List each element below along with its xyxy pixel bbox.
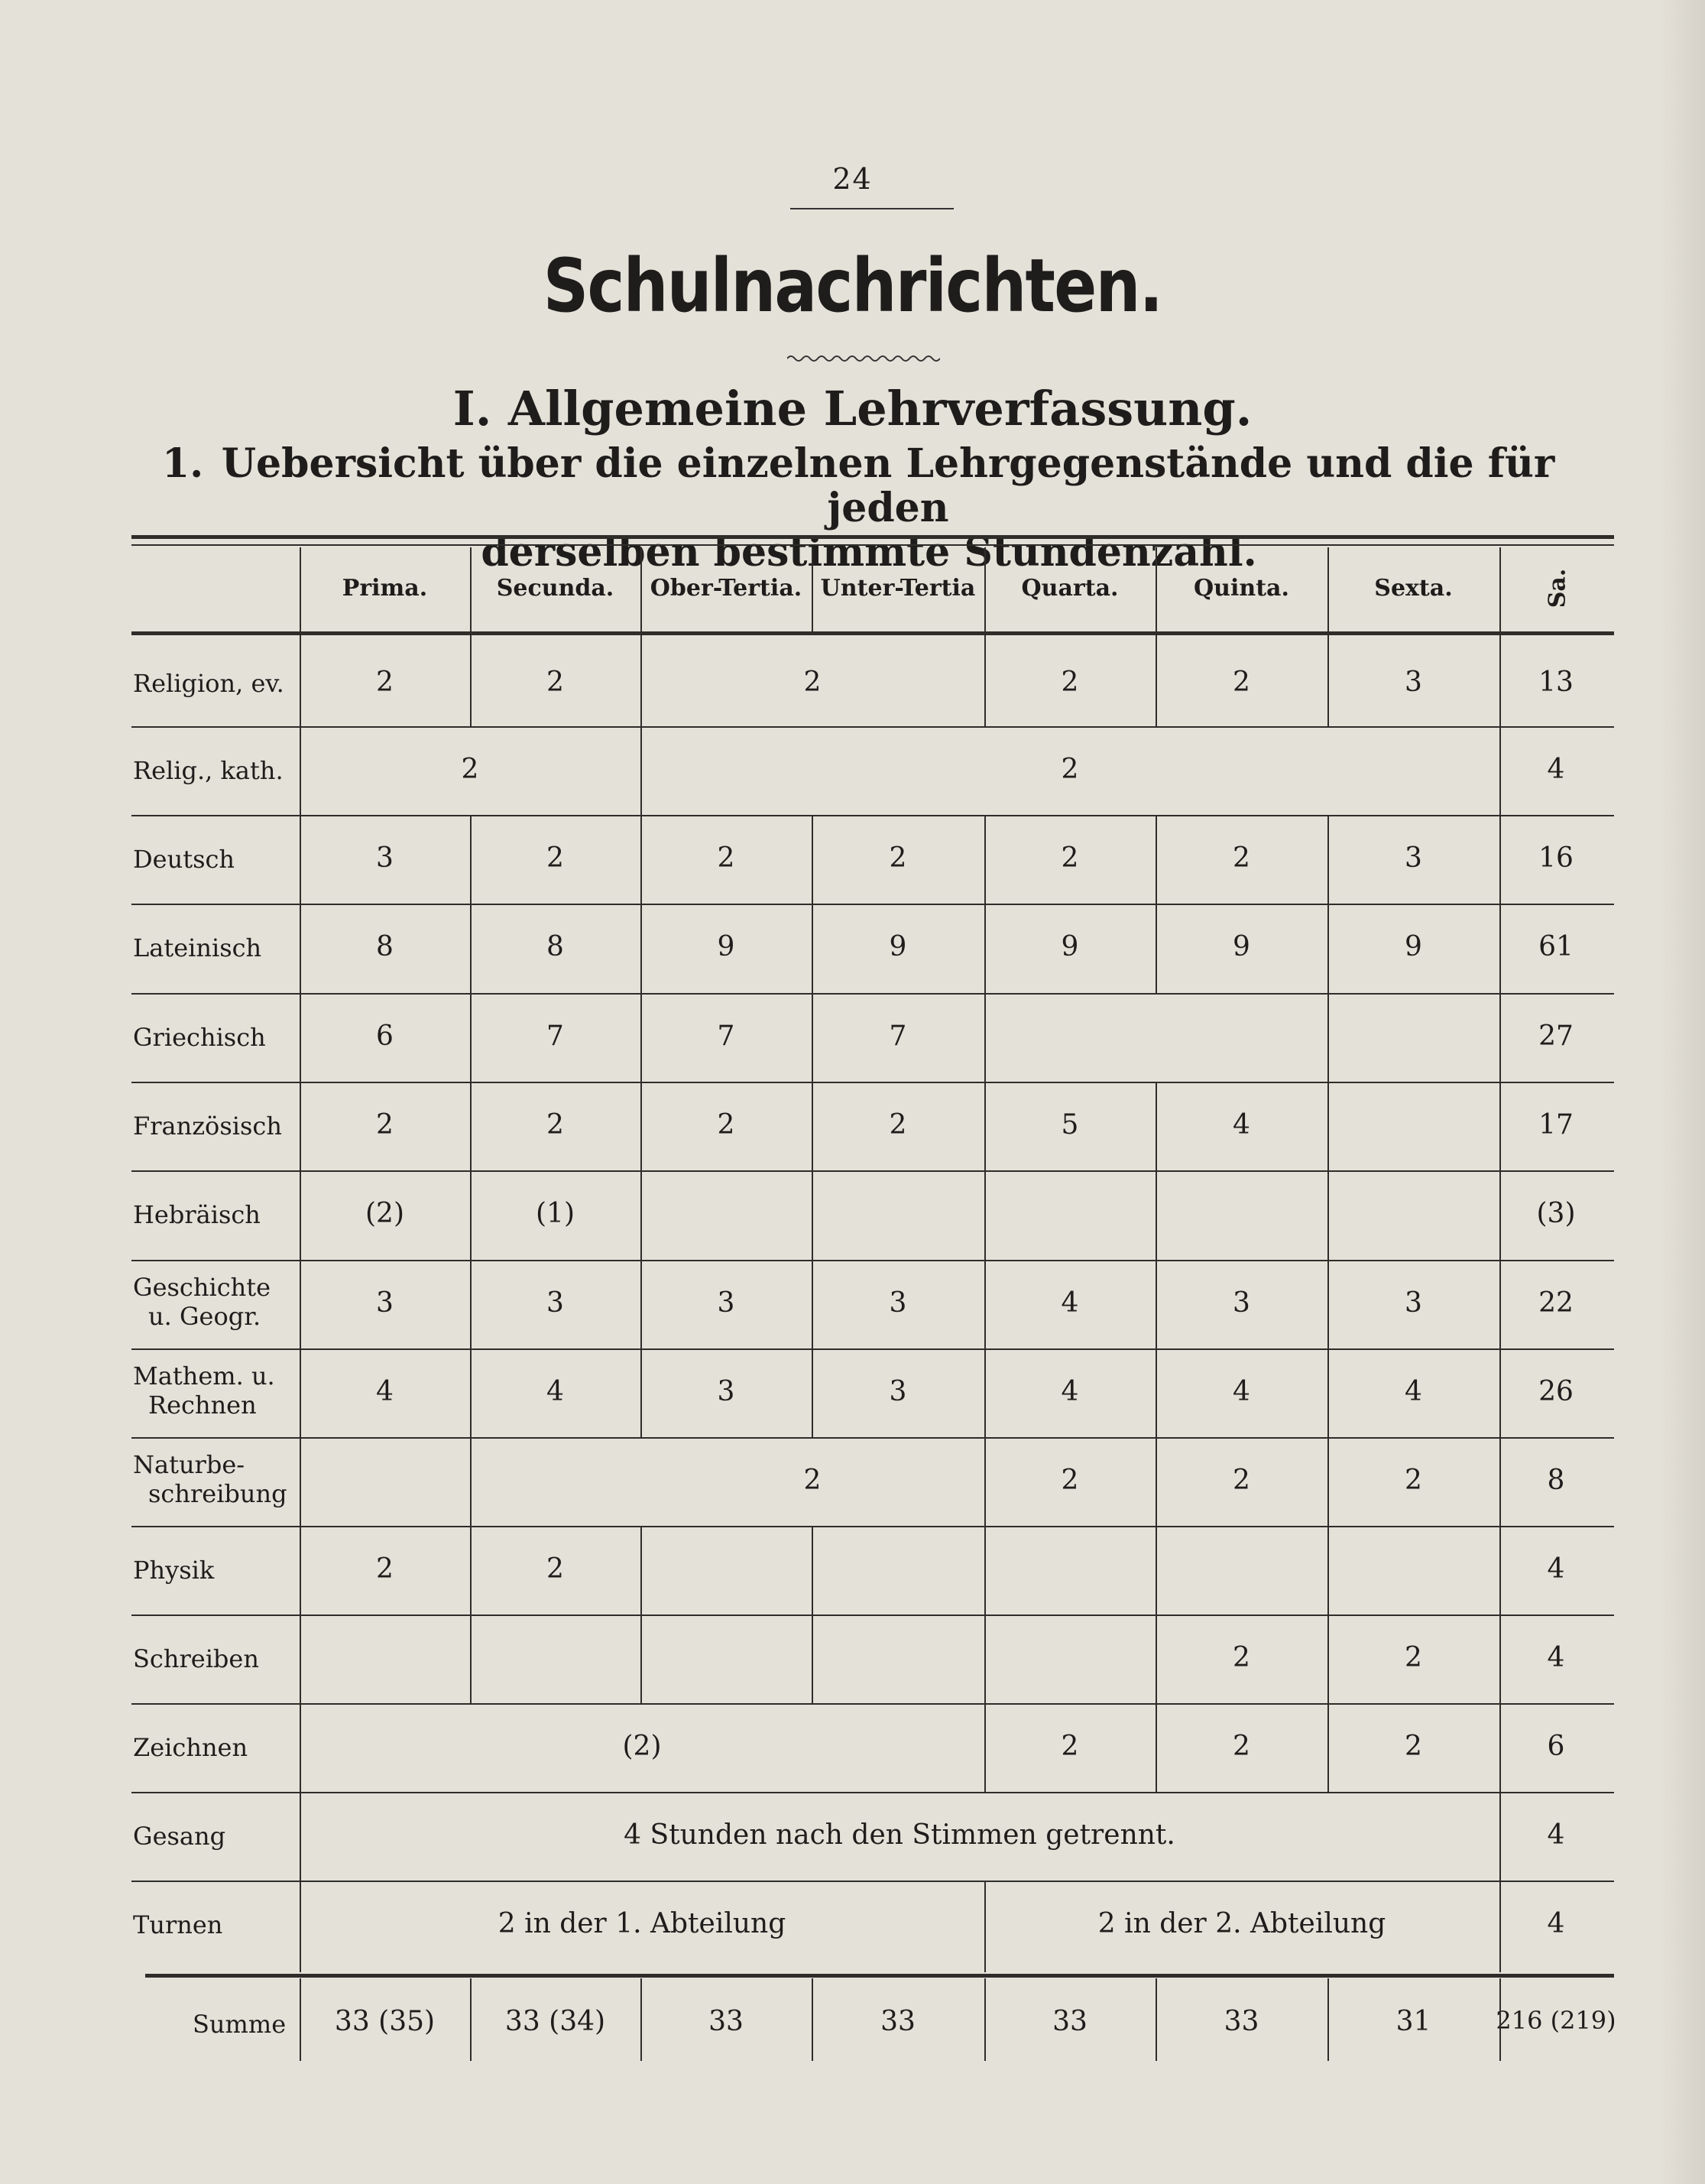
table-cell: 61 (1538, 931, 1574, 962)
table-column-rule (984, 634, 986, 726)
table-column-rule (1156, 815, 1157, 993)
table-cell: 2 (803, 1465, 822, 1496)
table-cell: 3 (546, 1287, 564, 1319)
row-rule (131, 1260, 1614, 1261)
table-cell: 3 (889, 1376, 907, 1407)
table-cell: 3 (1405, 667, 1422, 698)
row-label: Gesang (133, 1822, 226, 1851)
table-cell: 4 (1547, 1819, 1565, 1851)
summe-cell: 33 (1052, 2006, 1088, 2037)
row-rule (131, 904, 1614, 905)
summe-column-rule (1156, 1978, 1157, 2061)
table-cell: 2 (546, 1553, 564, 1585)
section-title: I. Allgemeine Lehrverfassung. (452, 381, 1253, 436)
summe-cell: 33 (708, 2006, 744, 2037)
table-cell: 4 (376, 1376, 394, 1407)
row-rule (131, 1614, 1614, 1616)
row-label-line1: Naturbe- (133, 1450, 245, 1479)
page-edge-shadow (1659, 0, 1705, 2184)
table-cell: 6 (376, 1021, 394, 1052)
column-header: Prima. (342, 575, 428, 602)
table-cell: 2 (889, 842, 907, 874)
row-label: Deutsch (133, 845, 235, 874)
table-cell: 9 (1061, 931, 1079, 962)
row-label: Lateinisch (133, 933, 262, 962)
summe-column-rule (1327, 1978, 1329, 2061)
summe-cell: 216 (219) (1496, 2006, 1616, 2035)
table-cell: 2 (546, 842, 564, 874)
table-column-rule (812, 1526, 813, 1703)
table-cell: (2) (622, 1731, 662, 1762)
row-label-line1: Geschichte (133, 1273, 271, 1302)
table-cell: 4 Stunden nach den Stimmen getrennt. (624, 1819, 1175, 1851)
page-number-rule (790, 208, 954, 209)
table-cell: 3 (376, 1287, 394, 1319)
table-cell: 5 (1061, 1109, 1079, 1141)
table-column-rule (1156, 1082, 1157, 1792)
table-column-rule (470, 815, 472, 1703)
row-rule (131, 993, 1614, 995)
subsection-number: 1. (162, 440, 204, 487)
subsection-title-line2: derselben bestimmte Stundenzahl. (481, 529, 1257, 576)
row-label-line2: u. Geogr. (148, 1302, 261, 1331)
table-cell: 4 (1233, 1376, 1250, 1407)
row-label: Hebräisch (133, 1200, 261, 1229)
summe-top-rule (145, 1974, 1614, 1978)
row-label: Turnen (133, 1910, 223, 1939)
table-column-rule (470, 634, 472, 726)
table-cell: 2 (889, 1109, 907, 1141)
page-number: 24 (832, 162, 873, 196)
table-cell: (1) (536, 1198, 575, 1229)
table-cell: 3 (889, 1287, 907, 1319)
table-cell: 2 (376, 1553, 394, 1585)
table-cell: 2 (461, 754, 479, 785)
row-label: Zeichnen (133, 1733, 248, 1762)
summe-cell: 31 (1395, 2006, 1431, 2037)
table-cell: 2 (1233, 842, 1250, 874)
row-rule (131, 1170, 1614, 1172)
table-column-rule (1327, 634, 1329, 726)
header-column-rule (1499, 547, 1501, 631)
summe-column-rule (1499, 1978, 1501, 2061)
table-cell: 2 (1233, 1731, 1250, 1762)
column-header: Quarta. (1021, 575, 1119, 602)
table-cell: 4 (1547, 1908, 1565, 1939)
table-cell: 2 (546, 667, 564, 698)
table-cell: 9 (889, 931, 907, 962)
table-cell: 2 (1405, 1642, 1422, 1673)
wavy-divider (787, 353, 940, 364)
table-cell: 2 (1061, 842, 1079, 874)
summe-column-rule (640, 1978, 642, 2061)
table-cell: 8 (376, 931, 394, 962)
table-cell: 2 (376, 667, 394, 698)
table-column-rule (640, 815, 642, 1437)
column-header: Secunda. (496, 575, 614, 602)
table-cell: 13 (1538, 667, 1574, 698)
table-cell: 7 (889, 1021, 907, 1052)
table-column-rule (812, 815, 813, 1437)
row-label-line2: schreibung (148, 1479, 287, 1508)
table-cell: (2) (365, 1198, 404, 1229)
table-cell: 2 (1061, 1731, 1079, 1762)
summe-column-rule (470, 1978, 472, 2061)
summe-cell: 33 (34) (504, 2006, 606, 2037)
column-header: Ober-Tertia. (650, 575, 802, 602)
row-label: Relig., kath. (133, 756, 284, 785)
table-cell: 7 (717, 1021, 735, 1052)
column-header: Sexta. (1374, 575, 1453, 602)
summe-column-rule (300, 1978, 301, 2061)
table-cell: 27 (1538, 1021, 1574, 1052)
header-bottom-rule (131, 631, 1614, 635)
table-cell: 9 (1405, 931, 1422, 962)
table-cell: 3 (1405, 842, 1422, 874)
row-rule (131, 1348, 1614, 1350)
summe-cell: 33 (1224, 2006, 1259, 2037)
table-cell: 8 (1547, 1465, 1565, 1496)
table-cell: 3 (717, 1376, 735, 1407)
table-cell: 2 (1061, 667, 1079, 698)
table-cell: 2 (546, 1109, 564, 1141)
table-column-rule (640, 634, 642, 815)
summe-label: Summe (193, 2010, 287, 2039)
table-cell: 4 (1547, 1642, 1565, 1673)
table-top-rule-thin (131, 544, 1614, 546)
table-column-rule (1327, 815, 1329, 1792)
table-cell: 17 (1538, 1109, 1574, 1141)
table-cell: 4 (1061, 1287, 1079, 1319)
table-cell: 2 (1233, 1465, 1250, 1496)
column-header-sum: Sa. (1544, 568, 1571, 608)
subsection-title-line1: Uebersicht über die einzelnen Lehrgegenstände und die für jeden (221, 440, 1555, 531)
row-label-line1: Mathem. u. (133, 1361, 275, 1391)
table-cell: 2 in der 2. Abteilung (1097, 1908, 1386, 1939)
table-cell: 4 (1405, 1376, 1422, 1407)
main-title: Schulnachrichten. (543, 243, 1162, 329)
table-cell: (3) (1536, 1198, 1576, 1229)
table-top-rule (131, 535, 1614, 539)
row-label: Religion, ev. (133, 669, 284, 698)
table-cell: 2 (803, 667, 822, 698)
table-cell: 3 (376, 842, 394, 874)
table-cell: 2 (1233, 667, 1250, 698)
table-cell: 2 in der 1. Abteilung (498, 1908, 786, 1939)
column-header: Quinta. (1194, 575, 1289, 602)
row-label: Französisch (133, 1111, 282, 1141)
row-label: Physik (133, 1556, 215, 1585)
table-cell: 4 (1547, 1553, 1565, 1585)
subsection-heading (162, 442, 1576, 575)
table-cell: 4 (546, 1376, 564, 1407)
table-cell: 2 (376, 1109, 394, 1141)
table-cell: 16 (1538, 842, 1574, 874)
table-cell: 3 (1405, 1287, 1422, 1319)
table-cell: 2 (717, 1109, 735, 1141)
row-rule (131, 1881, 1614, 1882)
table-cell: 26 (1538, 1376, 1574, 1407)
column-header: Unter-Tertia (820, 575, 976, 602)
summe-column-rule (812, 1978, 813, 2061)
table-cell: 2 (1405, 1465, 1422, 1496)
row-rule (131, 1437, 1614, 1439)
table-cell: 3 (717, 1287, 735, 1319)
table-cell: 2 (1061, 1465, 1079, 1496)
row-label: Griechisch (133, 1023, 266, 1052)
row-label: Schreiben (133, 1644, 259, 1673)
table-cell: 4 (1061, 1376, 1079, 1407)
row-label-line2: Rechnen (148, 1391, 257, 1420)
table-column-rule (300, 634, 301, 1972)
table-cell: 3 (1233, 1287, 1250, 1319)
table-cell: 7 (546, 1021, 564, 1052)
table-cell: 2 (1233, 1642, 1250, 1673)
table-cell: 2 (1405, 1731, 1422, 1762)
table-cell: 9 (1233, 931, 1250, 962)
table-column-rule (640, 1526, 642, 1703)
row-rule (131, 1082, 1614, 1083)
summe-column-rule (984, 1978, 986, 2061)
table-cell: 8 (546, 931, 564, 962)
table-cell: 9 (717, 931, 735, 962)
row-rule (131, 726, 1614, 728)
table-cell: 4 (1547, 754, 1565, 785)
table-column-rule (984, 815, 986, 1792)
summe-cell: 33 (880, 2006, 916, 2037)
table-cell: 4 (1233, 1109, 1250, 1141)
row-rule (131, 1526, 1614, 1527)
table-cell: 2 (1061, 754, 1079, 785)
summe-cell: 33 (35) (334, 2006, 436, 2037)
row-rule (131, 1792, 1614, 1793)
row-rule (131, 815, 1614, 816)
table-cell: 2 (717, 842, 735, 874)
table-cell: 22 (1538, 1287, 1574, 1319)
row-rule (131, 1703, 1614, 1705)
table-column-rule (1156, 634, 1157, 726)
table-cell: 6 (1547, 1731, 1565, 1762)
